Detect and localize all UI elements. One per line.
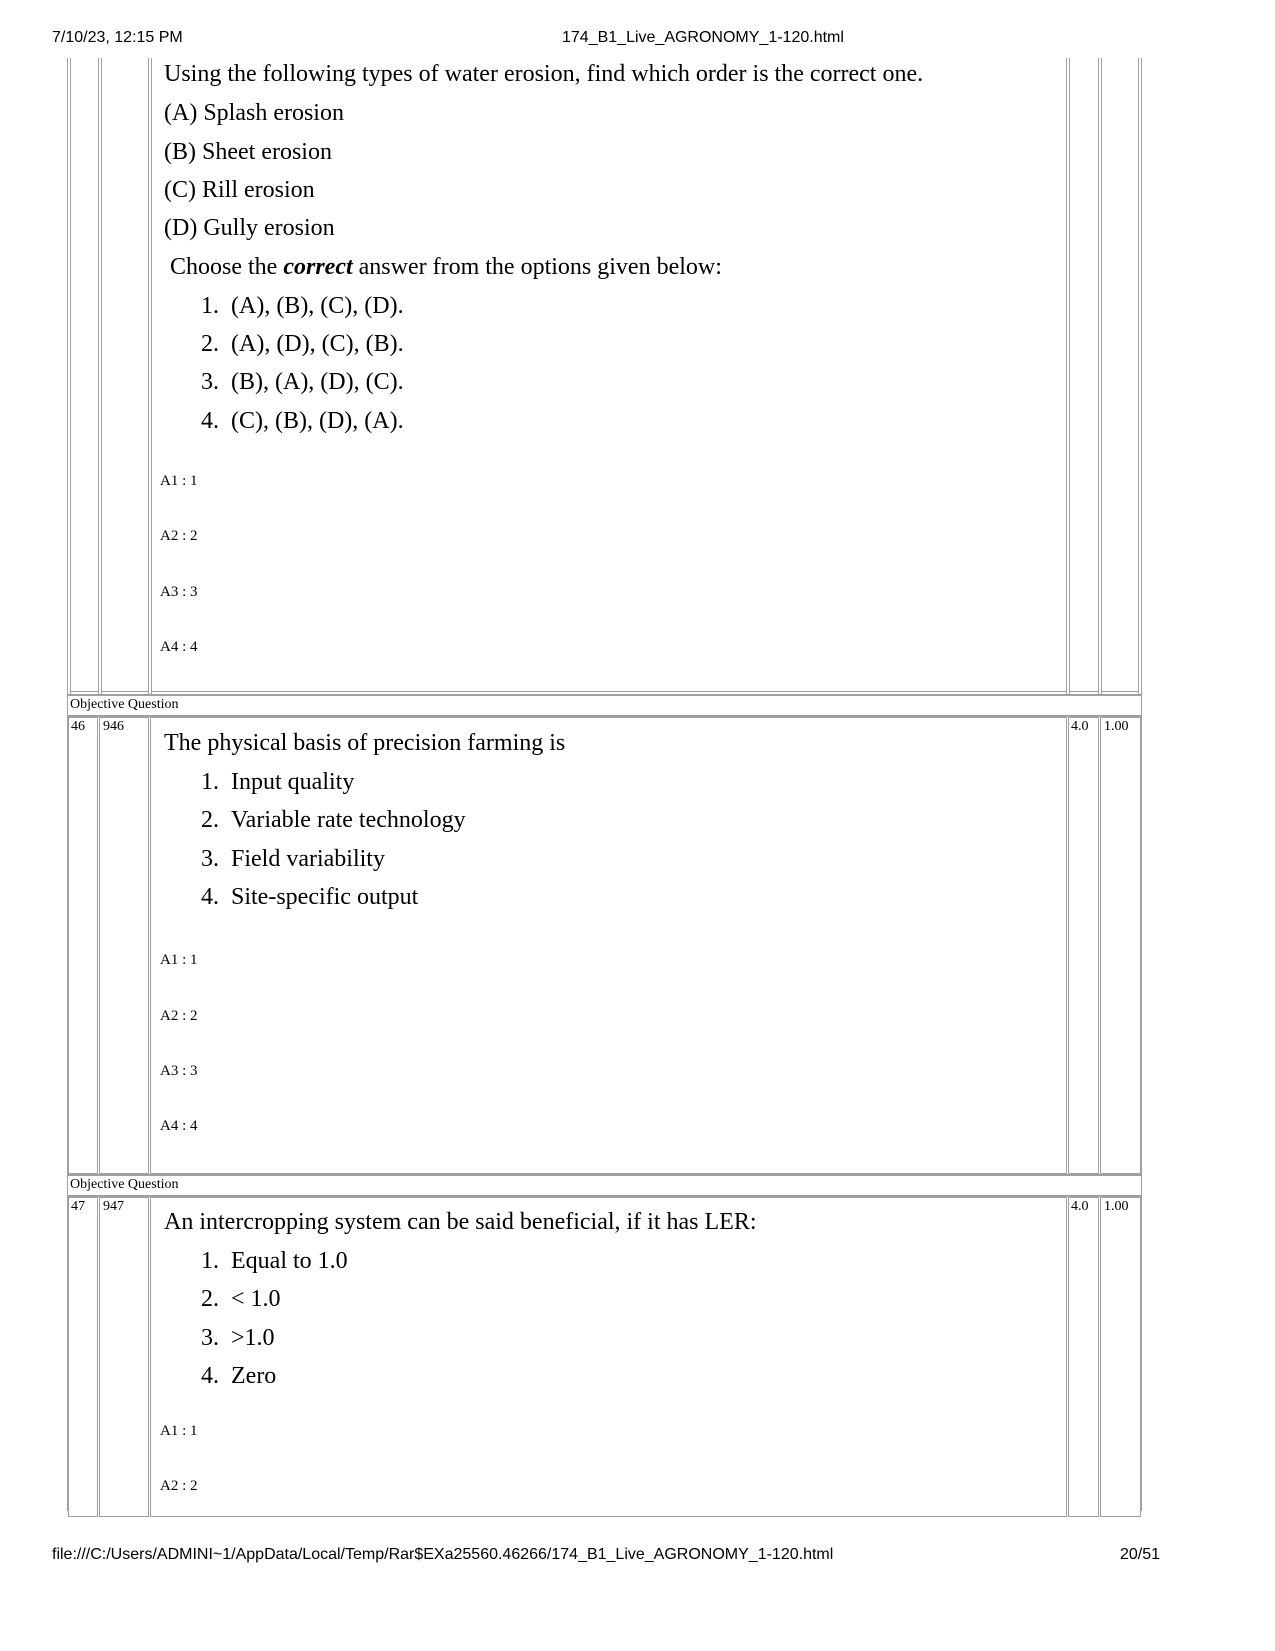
question-text: An intercropping system can be said beneficial, if it has LER:	[164, 1209, 757, 1235]
answer-key: A1 : 1	[160, 1423, 198, 1439]
print-doc-title: 174_B1_Live_AGRONOMY_1-120.html	[562, 29, 844, 46]
answer-key: A2 : 2	[160, 528, 198, 544]
question-text: Using the following types of water erosion, find which order is the correct one.	[164, 61, 924, 87]
option-item: 2. Variable rate technology	[201, 807, 466, 833]
instruction-text: Choose the correct answer from the options given below:	[170, 254, 722, 280]
question-text: The physical basis of precision farming is	[164, 730, 566, 756]
marks: 4.0	[1071, 719, 1089, 734]
serial-number: 46	[71, 719, 85, 734]
option-item: 3. (B), (A), (D), (C).	[201, 369, 404, 395]
option-item: 3. >1.0	[201, 1325, 275, 1351]
statement-item: (A) Splash erosion	[164, 100, 344, 126]
answer-key: A1 : 1	[160, 473, 198, 489]
option-item: 4. Site-specific output	[201, 884, 419, 910]
option-item: 1. Equal to 1.0	[201, 1248, 348, 1274]
option-item: 3. Field variability	[201, 846, 385, 872]
statement-item: (C) Rill erosion	[164, 177, 315, 203]
section-label: Objective Question	[70, 1177, 179, 1192]
answer-key: A1 : 1	[160, 952, 198, 968]
print-page-number: 20/51	[1120, 1546, 1161, 1563]
answer-key: A2 : 2	[160, 1478, 198, 1494]
question-id: 946	[103, 719, 124, 734]
answer-key: A3 : 3	[160, 584, 198, 600]
negative-marks: 1.00	[1104, 719, 1129, 734]
statement-item: (D) Gully erosion	[164, 215, 335, 241]
answer-key: A4 : 4	[160, 1118, 198, 1134]
section-label: Objective Question	[70, 697, 179, 712]
print-file-path: file:///C:/Users/ADMINI~1/AppData/Local/Temp/Rar$EXa25560.46266/174_B1_Live_AGRONOMY_1-120.html	[52, 1546, 834, 1563]
print-datetime: 7/10/23, 12:15 PM	[52, 29, 183, 46]
answer-key: A4 : 4	[160, 639, 198, 655]
answer-key: A3 : 3	[160, 1063, 198, 1079]
negative-marks: 1.00	[1104, 1199, 1129, 1214]
option-item: 4. (C), (B), (D), (A).	[201, 408, 404, 434]
option-item: 4. Zero	[201, 1363, 277, 1389]
marks: 4.0	[1071, 1199, 1089, 1214]
option-item: 2. < 1.0	[201, 1286, 281, 1312]
serial-number: 47	[71, 1199, 85, 1214]
option-item: 1. (A), (B), (C), (D).	[201, 293, 404, 319]
question-id: 947	[103, 1199, 124, 1214]
answer-key: A2 : 2	[160, 1008, 198, 1024]
option-item: 2. (A), (D), (C), (B).	[201, 331, 404, 357]
statement-item: (B) Sheet erosion	[164, 139, 332, 165]
option-item: 1. Input quality	[201, 769, 355, 795]
